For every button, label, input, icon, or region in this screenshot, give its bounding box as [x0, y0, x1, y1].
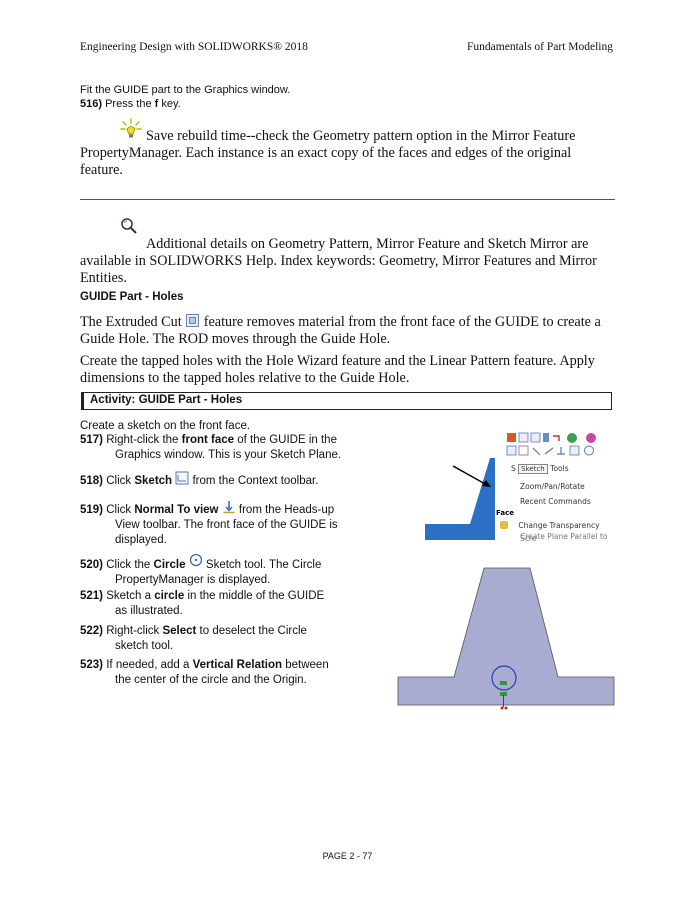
sketch-icon — [175, 471, 189, 485]
section-paragraph-1: The Extruded Cut feature removes material from the front face of the GUIDE to create a Guide Hole. The ROD moves through the Guide Hole. — [80, 314, 601, 347]
magnifier-note-icon — [120, 217, 138, 235]
running-header-right: Fundamentals of Part Modeling — [467, 41, 613, 53]
tip-text: Save rebuild time--check the Geometry pattern option in the Mirror Feature PropertyManager. Each instance is an exact copy of the faces and edges of the original feature. — [80, 128, 576, 178]
context-menu-item-recent[interactable]: Recent Commands — [520, 497, 591, 506]
activity-title: Activity: GUIDE Part - Holes — [90, 394, 243, 406]
intro-line: Fit the GUIDE part to the Graphics window. — [80, 84, 291, 96]
step-521: 521) Sketch a circle in the middle of the GUIDE as illustrated. — [80, 590, 325, 617]
context-menu-item-sketch-tools[interactable]: S Sketch Tools — [511, 464, 569, 473]
step-519: 519) Click Normal To view from the Heads-up View toolbar. The front face of the GUIDE is displayed. — [80, 500, 380, 548]
step-516: 516) Press the f key. — [80, 98, 181, 110]
transparency-icon — [500, 521, 508, 529]
section-paragraph-2: Create the tapped holes with the Hole Wizard feature and the Linear Pattern feature. Apply dimensions to the tapped holes relative to the Guide Hole. — [80, 353, 595, 386]
step-517: 517) Right-click the front face of the GUIDE in the Graphics window. This is your Sketch Plane. — [80, 434, 342, 461]
face-label: Face — [496, 509, 514, 517]
step-522: 522) Right-click Select to deselect the Circle sketch tool. — [80, 625, 307, 652]
guide-front-view-figure — [398, 567, 614, 709]
section-title: GUIDE Part - Holes — [80, 291, 184, 303]
activity-box — [81, 392, 612, 410]
origin-icon — [501, 707, 504, 710]
step-number: 516) — [80, 98, 103, 110]
context-menu-item-create-plane[interactable]: Create Plane Parallel to Scre — [520, 532, 608, 543]
context-toolbar-row-1[interactable] — [507, 433, 596, 443]
context-menu — [496, 460, 614, 543]
running-header-left: Engineering Design with SOLIDWORKS® 2018 — [80, 41, 308, 53]
sketch-tooltip: Sketch — [518, 464, 548, 474]
key-f: f — [154, 98, 159, 110]
relation-marker-icon — [500, 681, 507, 685]
normal-to-icon — [222, 500, 236, 514]
step-518: 518) Click Sketch from the Context toolbar. — [80, 471, 380, 489]
steps-intro: Create a sketch on the front face. — [80, 420, 251, 432]
extruded-cut-icon — [185, 313, 200, 328]
page-number: PAGE 2 - 77 — [322, 851, 373, 861]
note-text: Additional details on Geometry Pattern, Mirror Feature and Sketch Mirror are available in SOLIDWORKS Help. Index keywords: Geometry, Mirror Features and Mirror Entities. — [80, 236, 597, 286]
step-520: 520) Click the Circle Sketch tool. The Circle PropertyManager is displayed. — [80, 553, 380, 588]
context-menu-item-zoom[interactable]: Zoom/Pan/Rotate — [520, 482, 585, 491]
circle-tool-icon — [189, 553, 203, 567]
step-523: 523) If needed, add a Vertical Relation between the center of the circle and the Origin. — [80, 659, 329, 686]
context-menu-item-transparency[interactable]: Change Transparency — [500, 521, 600, 530]
pointer-arrow — [453, 466, 487, 485]
divider — [80, 199, 615, 200]
context-toolbar-row-2[interactable] — [507, 446, 594, 455]
